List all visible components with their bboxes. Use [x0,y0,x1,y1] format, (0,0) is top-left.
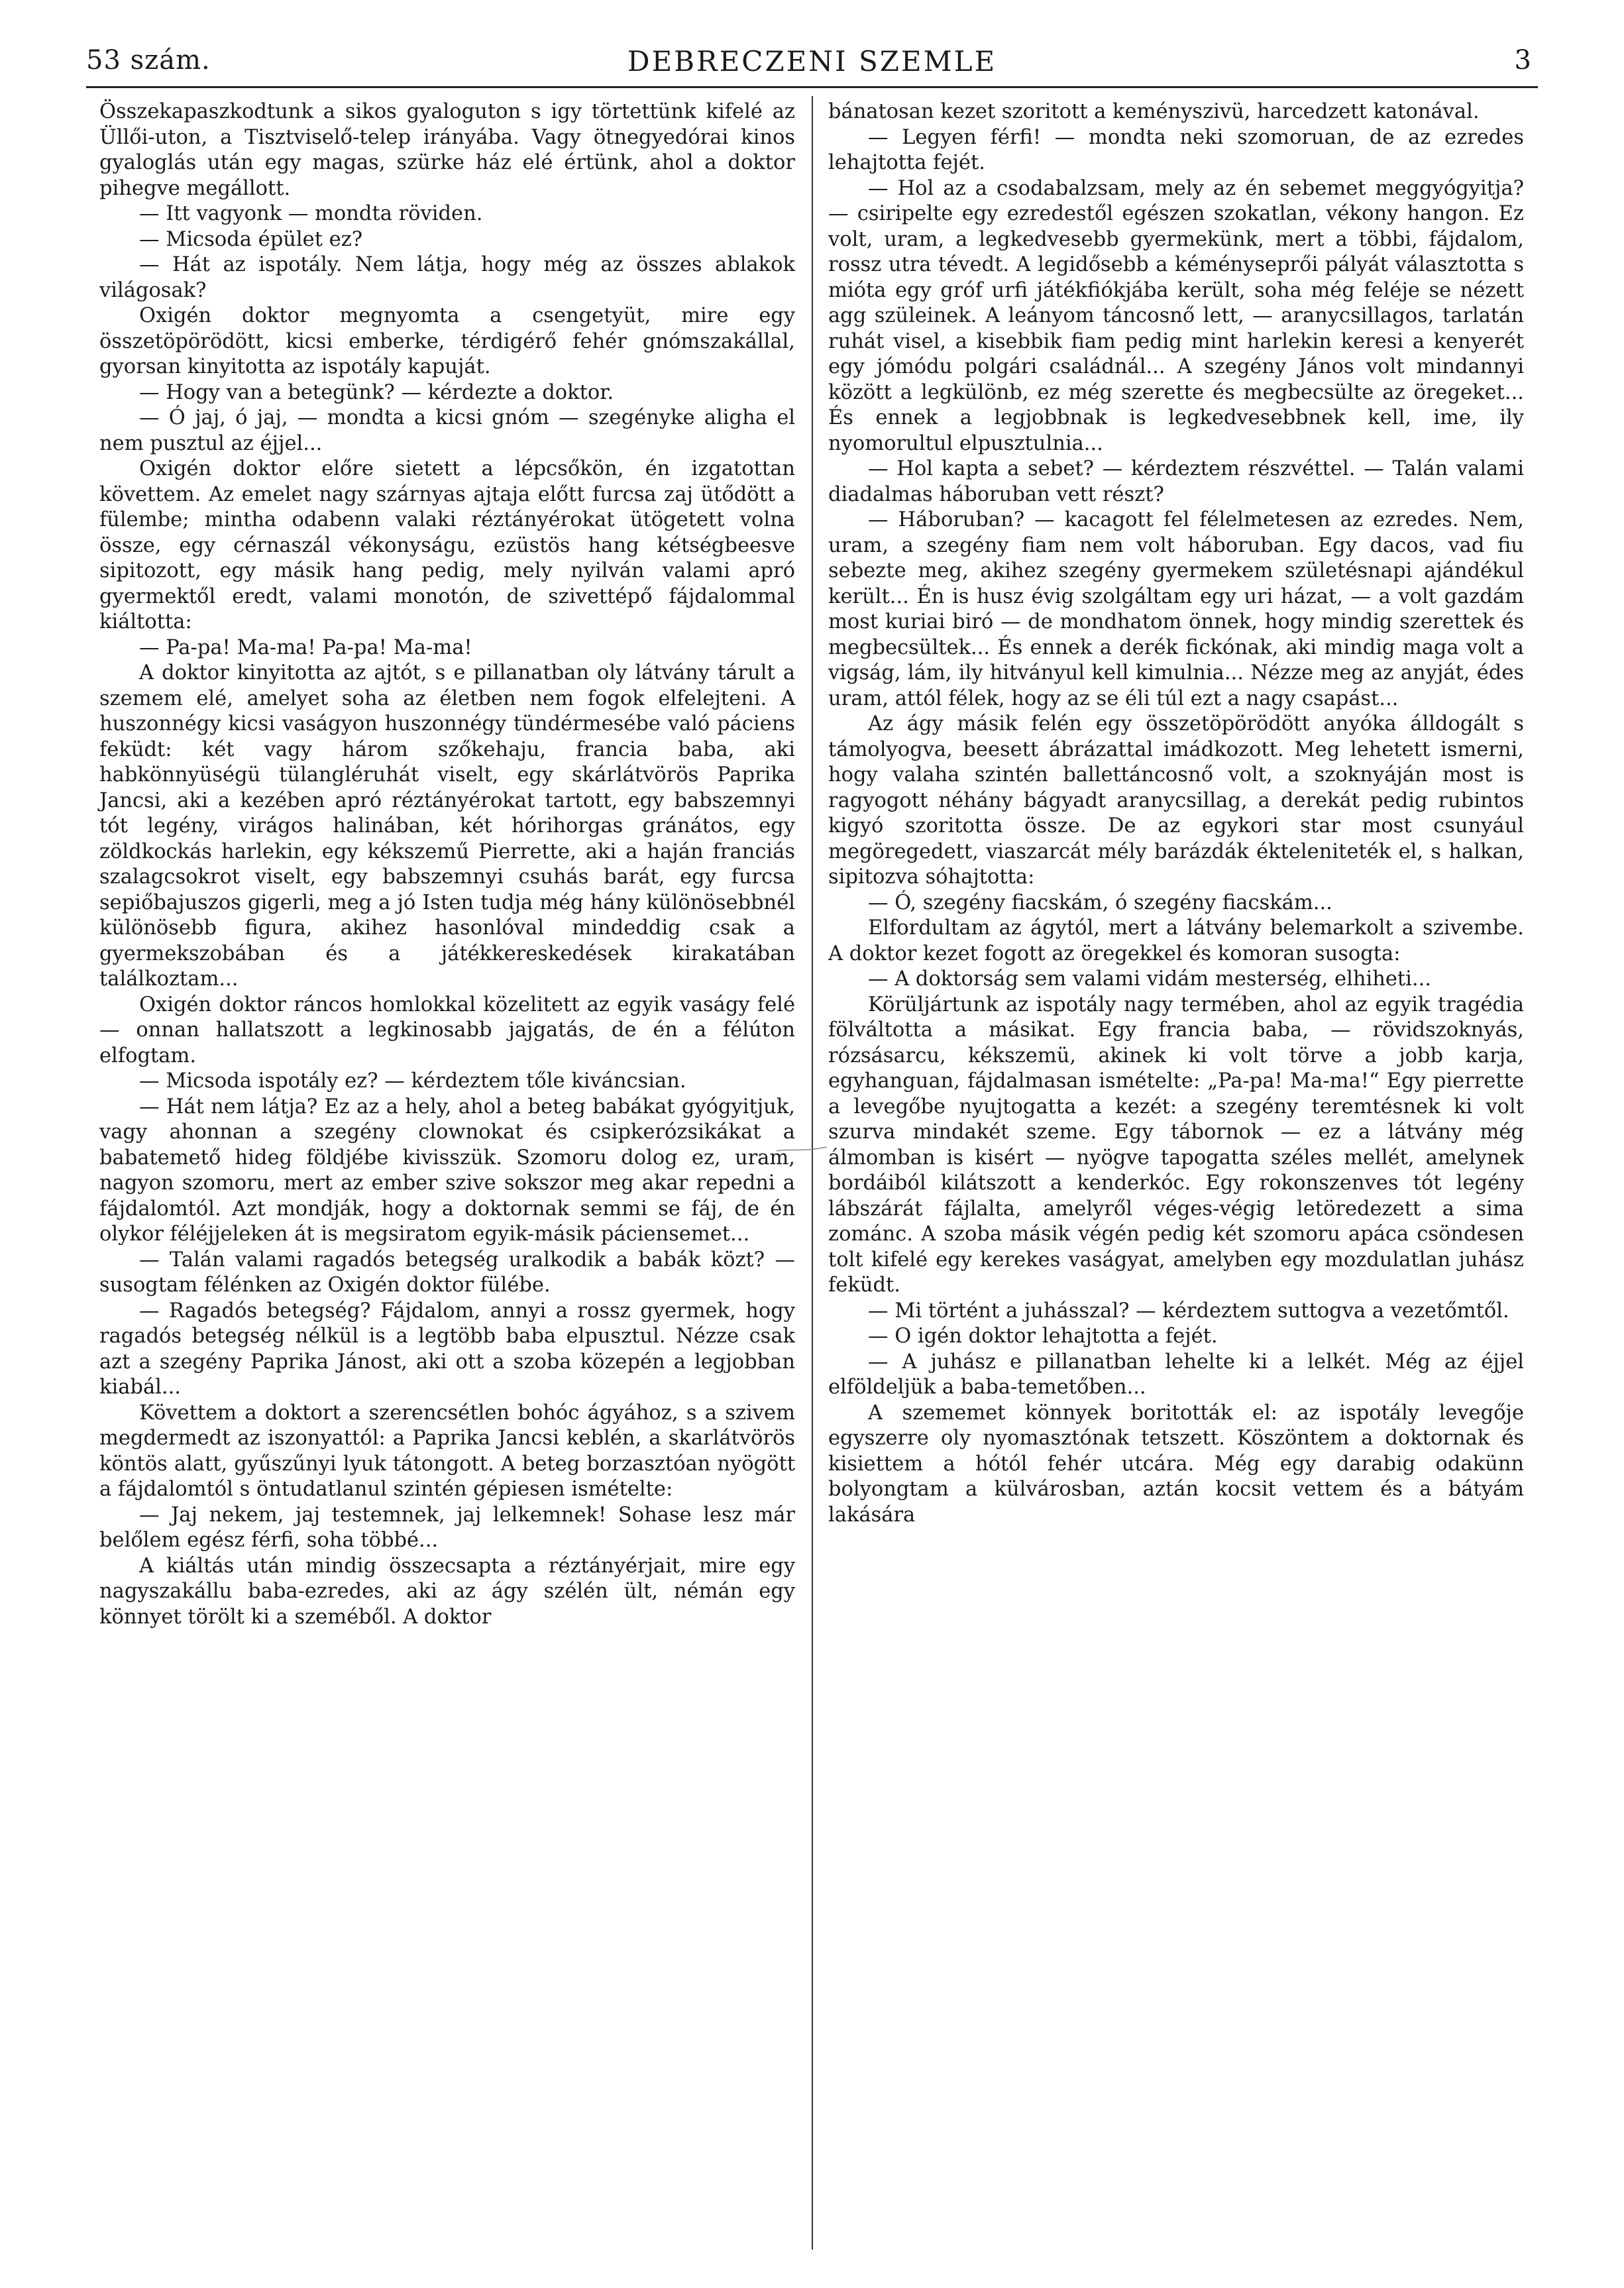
paragraph: — Ó jaj, ó jaj, — mondta a kicsi gnóm — szegényke aligha el nem pusztul az éjjel... [99,406,795,455]
paragraph: Követtem a doktort a szerencsétlen bohóc ágyához, s a szivem megdermedt az iszonyattól: a Paprika Jancsi keblén, a skarlátvörös köntös alatt, gyűszűnyi lyuk tátongott. A beteg borzasztóan nyögött a fájdalomtól s öntudatlanul szintén gépiesen ismételte: [99,1401,795,1501]
paragraph: — Micsoda épület ez? [139,227,363,251]
paragraph: — Talán valami ragadós betegség uralkodik a babák közt? — susogtam félénken az Oxigén doktor fülébe. [99,1248,795,1297]
paragraph: — Hol kapta a sebet? — kérdeztem részvéttel. — Talán valami diadalmas háboruban vett részt? [828,457,1524,506]
paragraph: A doktor kinyitotta az ajtót, s e pillanatban oly látvány tárult a szemem elé, amelyet soha az életben nem fogok elfelejteni. A huszonnégy kicsi vaságyon huszonnégy tündérmesébe való páciens feküdt: két vagy három szőkehaju, francia baba, aki habkönnyüségü tülangléruhát viselt, egy skárlátvörös Paprika Jancsi, aki a kezében apró réztányérokat tartott, egy babszemnyi tót legény, virágos halinában, két hórihorgas gránátos, egy zöldkockás harlekin, egy kékszemű Pierrette, aki a haján franciás szalagcsokrot viselt, egy babszemnyi csuhás barát, egy furcsa sepiőbajuszos gigerli, meg a jó Isten tudja még hány különösebbnél különösebb figura, akihez hasonlóval mindeddig csak a gyermekszobában és a játékkereskedések kirakatában találkoztam... [99,661,795,991]
column-divider [812,96,813,2250]
paragraph: — Jaj nekem, jaj testemnek, jaj lelkemnek! Sohase lesz már belőlem egész férfi, soha többé... [99,1503,795,1552]
paragraph: — Ó, szegény fiacskám, ó szegény fiacskám... [868,891,1332,914]
paragraph: Az ágy másik felén egy összetöpörödött anyóka álldogált s támolyogva, beesett ábrázattal imádkozott. Meg lehetett ismerni, hogy valaha szintén ballettáncosnő volt, a szoknyáján most is ragyogott néhány bágyadt aranycsillag, a derekát pedig rubintos kigyó szoritotta össze. De az egykori star most csunyául megöregedett, viaszarcát mély barázdák ékteleniteték el, s halkan, sipitozva sóhajtotta: [828,712,1524,889]
left-column [99,99,795,1630]
paragraph: — Háboruban? — kacagott fel félelmetesen az ezredes. Nem, uram, a szegény fiam nem volt háboruban. Egy dacos, vad fiu sebezte meg, akihez szegény gyermekem születésnapi ajándékul került... Én is husz évig szolgáltam egy uri házat, — a volt gazdám most kuriai biró — de mondhatom önnek, hogy mindig szerettek és megbecsültek... És ennek a derék fickónak, aki mindig maga volt a vigság, lám, ily hitványul kell kimulnia... Nézze meg az anyját, édes uram, attól félek, hogy az se éli túl ezt a nagy csapást... [828,508,1524,710]
paragraph: — Micsoda ispotály ez? — kérdeztem tőle kiváncsian. [139,1069,686,1093]
paragraph: Oxigén doktor megnyomta a csengetyüt, mire egy összetöpörödött, kicsi emberke, térdigérő fehér gnómszakállal, gyorsan kinyitotta az ispotály kapuját. [99,304,795,378]
paragraph: — O igén doktor lehajtotta a fejét. [868,1325,1218,1348]
paragraph: Körüljártunk az ispotály nagy termében, ahol az egyik tragédia fölváltotta a másikat. Egy francia baba, — rövidszoknyás, rózsásarcu, kékszemü, akinek ki volt törve a jobb karja, egyhanguan, fájdalmasan ismételte: „Pa-pa! Ma-ma!“ Egy pierrette a levegőbe nyujtogatta a kezét: a szegény teremtésnek ki volt szurva mindakét szeme. Egy tábornok — ez a látvány még álmomban is kisért — nyögve tapogatta széles mellét, amelynek bordáiból kilátszott a kenderkóc. Egy rokonszenves tót legény lábszárát fájlalta, amelyről véges-végig letöredezett a sima zománc. A szoba másik végén pedig két szomoru apáca csöndesen tolt kifelé egy kerekes vaságyat, amelyben egy mozdulatlan juhász feküdt. [828,993,1524,1297]
paragraph: — Hát nem látja? Ez az a hely, ahol a beteg babákat gyógyitjuk, vagy ahonnan a szegény clownokat és csipkerózsikákat a babatemető hideg földjébe kivisszük. Szomoru dolog ez, uram, nagyon szomoru, mert az ember szive sokszor meg akar repedni a fájdalomtól. Azt mondják, hogy a doktornak semmi se fáj, de én olykor féléjjeleken át is megsiratom egyik-másik páciensemet... [99,1095,795,1246]
paragraph: — Mi történt a juhásszal? — kérdeztem suttogva a vezetőmtől. [868,1299,1509,1323]
page-header [86,45,1538,98]
right-column [828,99,1524,1528]
paragraph: — A doktorság sem valami vidám mesterség, elhiheti... [868,967,1432,991]
paragraph: Oxigén doktor előre sietett a lépcsőkön, én izgatottan követtem. Az emelet nagy szárnyas ajtaja előtt furcsa zaj ütődött a fülembe; mintha odabenn valaki réztányérokat ütögetett volna össze, egy cérnaszál vékonyságu, ezüstös hang kétségbeesve sipitozott, egy másik hang pedig, mely nyilván valami apró gyermektől eredt, valami monotón, de szivettépő fájdalommal kiáltotta: [99,457,795,633]
paragraph: — Ragadós betegség? Fájdalom, annyi a rossz gyermek, hogy ragadós betegség nélkül is a legtöbb baba elpusztul. Nézze csak azt a szegény Paprika Jánost, aki ott a szoba közepén a legjobban kiabál... [99,1299,795,1399]
paragraph: — Hát az ispotály. Nem látja, hogy még az összes ablakok világosak? [99,253,795,302]
paragraph: — Pa-pa! Ma-ma! Pa-pa! Ma-ma! [139,635,472,659]
paragraph: A szememet könnyek boritották el: az ispotály levegője egyszerre oly nyomasztónak tetszett. Köszöntem a doktornak és kisiettem a hótól fehér utcára. Még egy darabig odakünn bolyongtam a külvárosban, aztán kocsit vettem és a bátyám lakására [828,1401,1524,1527]
paragraph: Oxigén doktor ráncos homlokkal közelitett az egyik vaságy felé — onnan hallatszott a legkinosabb jajgatás, de én a félúton elfogtam. [99,993,795,1067]
paragraph: Összekapaszkodtunk a sikos gyaloguton s igy törtettünk kifelé az Üllői-uton, a Tisztviselő-telep irányába. Vagy ötnegyedórai kinos gyaloglás után egy magas, szürke ház elé értünk, ahol a doktor pihegve megállott. [99,100,795,200]
header-rule [86,86,1538,88]
paragraph: A kiáltás után mindig összecsapta a réztányérjait, mire egy nagyszakállu baba-ezredes, aki az ágy szélén ült, némán egy könnyet törölt ki a szeméből. A doktor [99,1554,795,1629]
paragraph: — Hogy van a betegünk? — kérdezte a doktor. [139,380,614,404]
paragraph: bánatosan kezet szoritott a keményszivü, harcedzett katonával. [828,100,1480,123]
issue-number: 53 szám. [86,45,211,76]
publication-title: DEBRECZENI SZEMLE [627,45,997,78]
page-number: 3 [1514,45,1531,76]
paragraph: — Hol az a csodabalzsam, mely az én sebemet meggyógyitja? — csiripelte egy ezredestől egészen szokatlan, vékony hangon. Ez volt, uram, a legkedvesebb gyermekünk, mert a többi, fájdalom, rossz utra tévedt. A legidősebb a kéményseprői pályát választotta s mióta egy gróf urfi játékfiókjába került, soha még feléje se nézett agg szüleinek. A leányom táncosnő lett, — aranycsillagos, tarlatán ruhát visel, a kisebbik fiam pedig mint harlekin keresi a kenyerét egy jómódu polgári családnál... A szegény János volt mindannyi között a legkülönb, ez még szerette és megbecsülte az öregeket... És ennek a legjobbnak is legkedvesebbnek kell, ime, ily nyomorultul elpusztulnia... [828,176,1524,455]
paragraph: — Itt vagyonk — mondta röviden. [139,202,483,225]
paragraph: Elfordultam az ágytól, mert a látvány belemarkolt a szivembe. A doktor kezet fogott az öregekkel és komoran susogta: [828,916,1524,965]
paragraph: — Legyen férfi! — mondta neki szomoruan, de az ezredes lehajtotta fejét. [828,125,1524,174]
paragraph: — A juhász e pillanatban lehelte ki a lelkét. Még az éjjel elföldeljük a baba-temetőben... [828,1350,1524,1399]
